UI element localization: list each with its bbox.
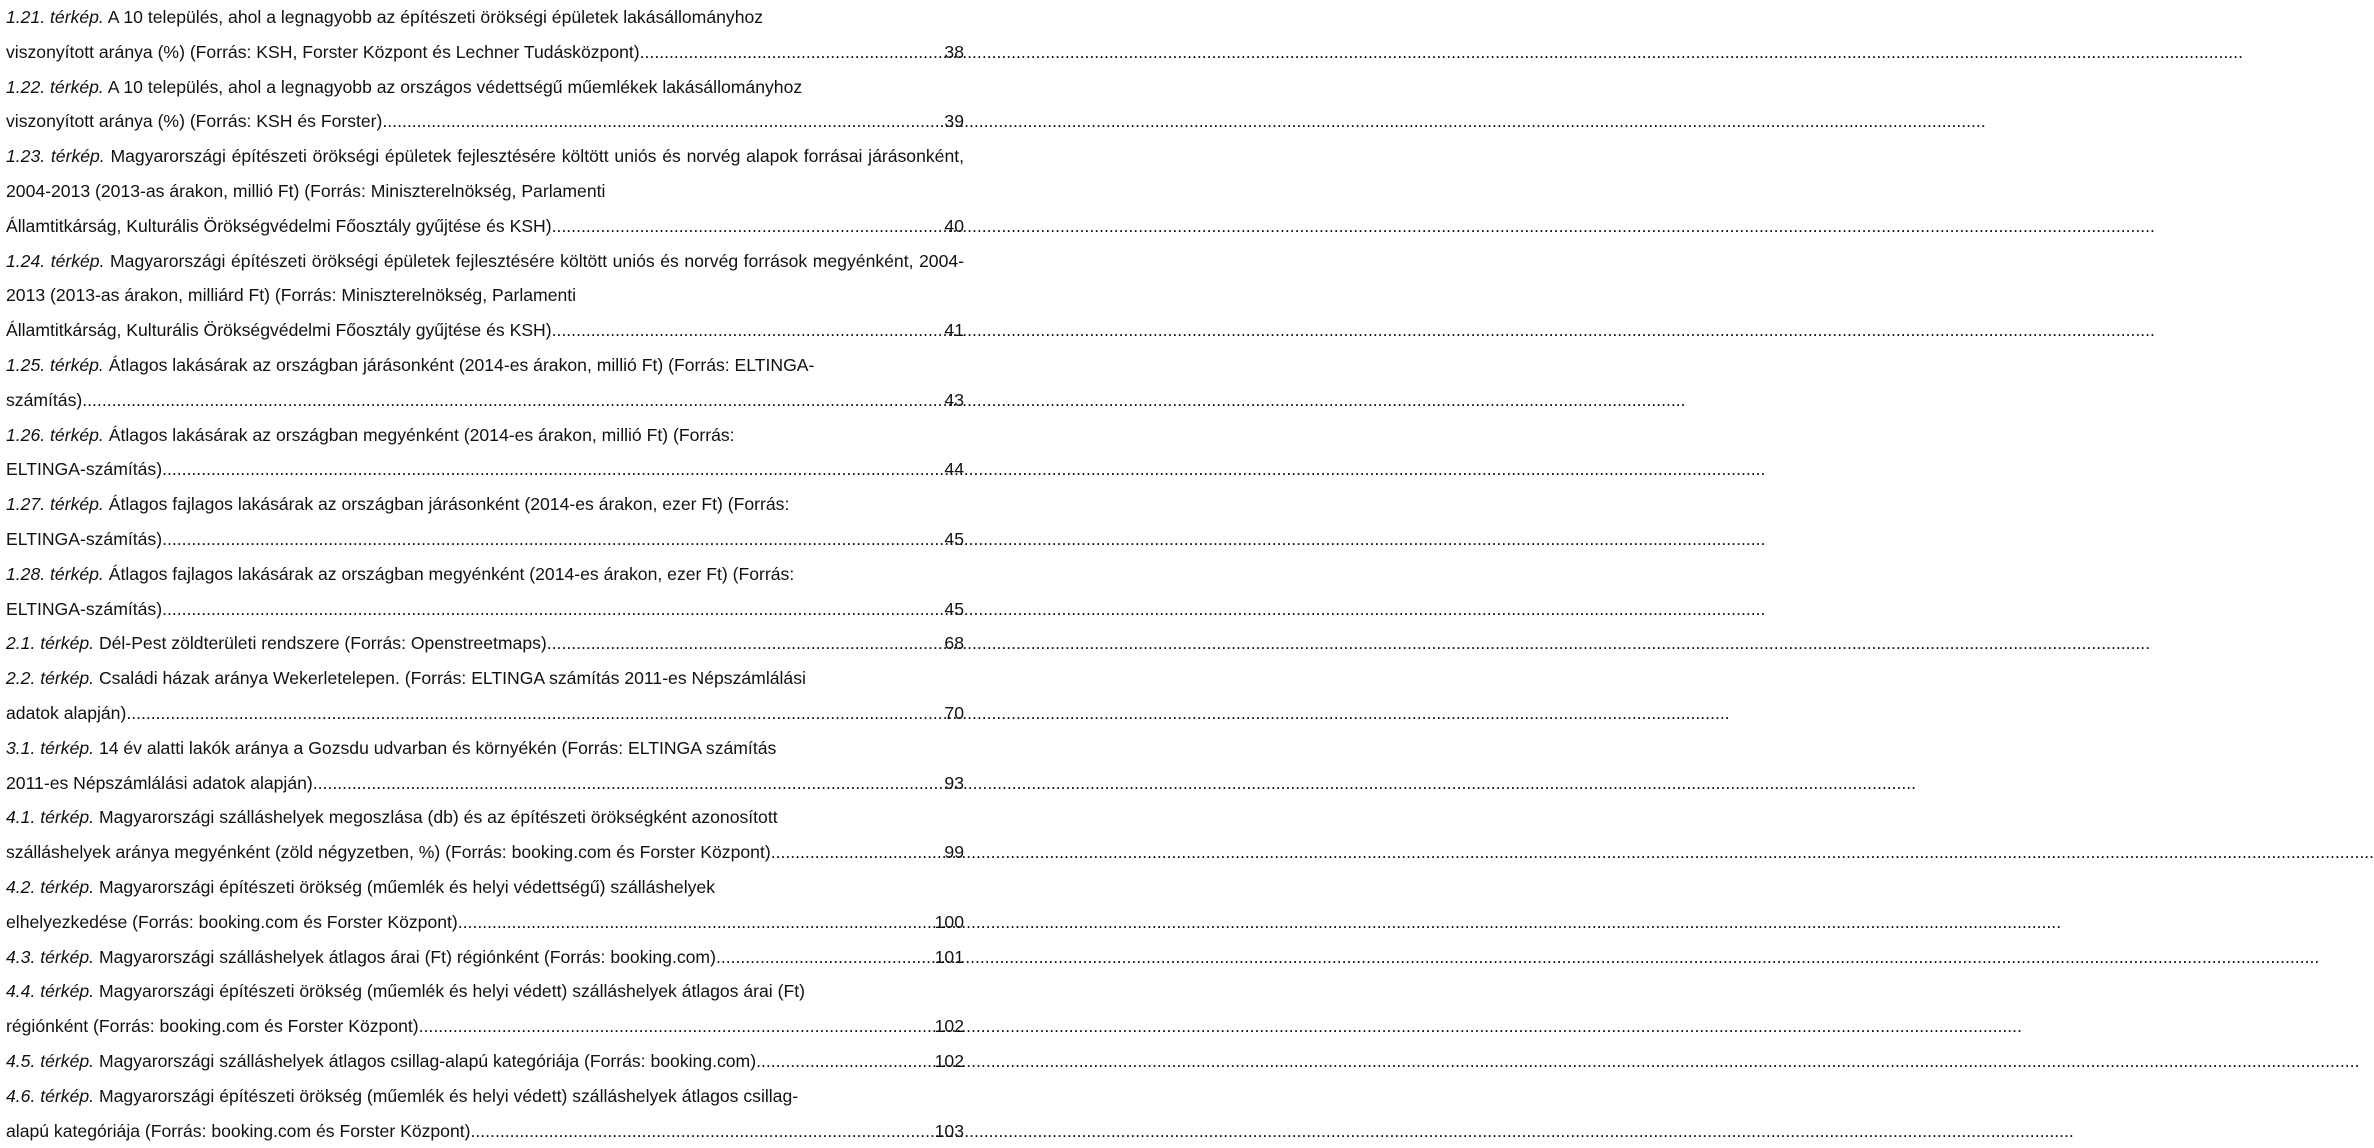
entry-title: A 10 település, ahol a legnagyobb az építészeti örökségi épületek lakásállományhoz xyxy=(108,7,763,27)
entry-number: 3.1. xyxy=(6,738,35,758)
entry-number: 4.5. xyxy=(6,1051,35,1071)
entry-title-start xyxy=(6,487,964,522)
toc-entry[interactable] xyxy=(6,139,964,243)
page-number: 44 xyxy=(941,452,964,487)
entry-number: 1.21. xyxy=(6,7,45,27)
entry-number: 1.27. xyxy=(6,494,45,514)
page-number: 45 xyxy=(941,592,964,627)
entry-kind: térkép. xyxy=(40,738,94,758)
dot-leader xyxy=(552,313,942,348)
entry-title-end: 2011-es Népszámlálási adatok alapján) xyxy=(6,766,313,801)
dot-leader xyxy=(471,1114,932,1148)
dot-leader xyxy=(716,940,932,975)
entry-kind: térkép. xyxy=(50,564,104,584)
page-number: 68 xyxy=(941,626,964,661)
entry-title-start xyxy=(6,661,964,696)
dot-leader xyxy=(313,766,942,801)
dot-leader xyxy=(771,835,942,870)
entry-kind: térkép. xyxy=(40,1086,94,1106)
entry-title: Átlagos lakásárak az országban megyénként (2014-es árakon, millió Ft) (Forrás: xyxy=(109,425,735,445)
entry-title-end: ELTINGA-számítás) xyxy=(6,592,162,627)
entry-title-end: ELTINGA-számítás) xyxy=(6,522,162,557)
entry-title-start xyxy=(6,731,964,766)
page-number: 99 xyxy=(941,835,964,870)
entry-kind: térkép. xyxy=(51,251,105,271)
toc-entry[interactable] xyxy=(6,244,964,348)
dot-leader xyxy=(162,522,941,557)
entry-title: Magyarországi építészeti örökség (műemlék és helyi védett) szálláshelyek átlagos árai (Ft) xyxy=(99,981,805,1001)
entry-title: Átlagos lakásárak az országban járásonként (2014-es árakon, millió Ft) (Forrás: ELTINGA- xyxy=(109,355,815,375)
toc-entry[interactable] xyxy=(6,557,964,627)
page-number: 70 xyxy=(941,696,964,731)
entry-number: 1.26. xyxy=(6,425,45,445)
dot-leader xyxy=(756,1044,932,1079)
entry-title-start xyxy=(6,348,964,383)
entry-title-start xyxy=(6,800,964,835)
entry-title-end: számítás) xyxy=(6,383,82,418)
entry-number: 1.24. xyxy=(6,251,45,271)
entry-title: Átlagos fajlagos lakásárak az országban megyénként (2014-es árakon, ezer Ft) (Forrás: xyxy=(109,564,795,584)
page-number: 39 xyxy=(941,104,964,139)
toc-entry[interactable] xyxy=(6,487,964,557)
entry-title-start xyxy=(6,557,964,592)
entry-number: 4.3. xyxy=(6,947,35,967)
toc-entry[interactable] xyxy=(6,940,964,975)
entry-title: 14 év alatti lakók aránya a Gozsdu udvarban és környékén (Forrás: ELTINGA számítás xyxy=(99,738,776,758)
toc-entry[interactable] xyxy=(6,626,964,661)
page-number: 38 xyxy=(941,35,964,70)
entry-number: 4.1. xyxy=(6,807,35,827)
entry-title-end: ELTINGA-számítás) xyxy=(6,452,162,487)
dot-leader xyxy=(162,452,941,487)
entry-title-end: Államtitkárság, Kulturális Örökségvédelmi Főosztály gyűjtése és KSH) xyxy=(6,313,552,348)
entry-number: 2.2. xyxy=(6,668,35,688)
entry-kind: térkép. xyxy=(40,668,94,688)
dot-leader xyxy=(162,592,941,627)
dot-leader xyxy=(547,626,942,661)
entry-kind: térkép. xyxy=(40,1051,94,1071)
entry-title: Magyarországi építészeti örökség (műemlék és helyi védett) szálláshelyek átlagos csillag- xyxy=(99,1086,798,1106)
entry-title: Magyarországi szálláshelyek megoszlása (db) és az építészeti örökségként azonosított xyxy=(99,807,778,827)
page-number: 40 xyxy=(941,209,964,244)
entry-title: A 10 település, ahol a legnagyobb az országos védettségű műemlékek lakásállományhoz xyxy=(108,77,802,97)
toc-entry[interactable] xyxy=(6,0,964,70)
toc-entry[interactable] xyxy=(6,1044,964,1079)
page-number: 93 xyxy=(941,766,964,801)
toc-entry[interactable] xyxy=(6,418,964,488)
toc-entry[interactable] xyxy=(6,1079,964,1148)
entry-number: 4.4. xyxy=(6,981,35,1001)
entry-number: 1.28. xyxy=(6,564,45,584)
entry-kind: térkép. xyxy=(40,877,94,897)
page-number: 101 xyxy=(932,940,964,975)
entry-title-end: adatok alapján) xyxy=(6,696,126,731)
table-of-maps xyxy=(6,0,964,1148)
entry-title-end: Államtitkárság, Kulturális Örökségvédelmi Főosztály gyűjtése és KSH) xyxy=(6,209,552,244)
entry-kind: térkép. xyxy=(50,7,104,27)
page-number: 103 xyxy=(932,1114,964,1148)
entry-kind: térkép. xyxy=(50,77,104,97)
entry-title-end: alapú kategóriája (Forrás: booking.com és Forster Központ) xyxy=(6,1114,471,1148)
entry-kind: térkép. xyxy=(40,981,94,1001)
entry-title-end: Dél-Pest zöldterületi rendszere (Forrás: Openstreetmaps) xyxy=(99,633,547,653)
entry-title-end: régiónként (Forrás: booking.com és Forster Központ) xyxy=(6,1009,419,1044)
page-number: 41 xyxy=(941,313,964,348)
entry-title-end: viszonyított aránya (%) (Forrás: KSH, Forster Központ és Lechner Tudásközpont) xyxy=(6,35,640,70)
entry-number: 1.25. xyxy=(6,355,45,375)
page-number: 43 xyxy=(941,383,964,418)
entry-number: 1.22. xyxy=(6,77,45,97)
entry-title: Családi házak aránya Wekerletelepen. (Forrás: ELTINGA számítás 2011-es Népszámlálási xyxy=(99,668,806,688)
dot-leader xyxy=(640,35,942,70)
dot-leader xyxy=(458,905,932,940)
toc-entry[interactable] xyxy=(6,661,964,731)
entry-title-start xyxy=(6,0,964,35)
entry-title-start xyxy=(6,1079,964,1114)
entry-title-start xyxy=(6,70,964,105)
dot-leader xyxy=(552,209,942,244)
dot-leader xyxy=(382,104,941,139)
entry-kind: térkép. xyxy=(51,146,105,166)
toc-entry[interactable] xyxy=(6,870,964,940)
toc-entry[interactable] xyxy=(6,731,964,801)
entry-number: 1.23. xyxy=(6,146,45,166)
entry-number: 4.6. xyxy=(6,1086,35,1106)
entry-title-start xyxy=(6,974,964,1009)
page-number: 102 xyxy=(932,1044,964,1079)
entry-kind: térkép. xyxy=(40,633,94,653)
entry-title: Magyarországi építészeti örökségi épületek fejlesztésére költött uniós és norvég források megyénként, 2004-2013 (2013-as árakon, milliárd Ft) (Forrás: Miniszterelnökség, Parlamenti xyxy=(6,251,964,306)
toc-entry[interactable] xyxy=(6,70,964,140)
entry-title-start xyxy=(6,870,964,905)
dot-leader xyxy=(419,1009,932,1044)
entry-title-start xyxy=(6,418,964,453)
entry-kind: térkép. xyxy=(40,947,94,967)
entry-number: 4.2. xyxy=(6,877,35,897)
entry-kind: térkép. xyxy=(50,494,104,514)
page-number: 45 xyxy=(941,522,964,557)
page-number: 102 xyxy=(932,1009,964,1044)
page-number: 100 xyxy=(932,905,964,940)
entry-title: Magyarországi építészeti örökségi épületek fejlesztésére költött uniós és norvég alapok forrásai járásonként, 2004-2013 (2013-as árakon, millió Ft) (Forrás: Miniszterelnökség, Parlamenti xyxy=(6,146,964,201)
entry-kind: térkép. xyxy=(40,807,94,827)
entry-title-end: viszonyított aránya (%) (Forrás: KSH és Forster) xyxy=(6,104,382,139)
entry-number: 2.1. xyxy=(6,633,35,653)
toc-entry[interactable] xyxy=(6,800,964,870)
dot-leader xyxy=(82,383,941,418)
entry-title-end: Magyarországi szálláshelyek átlagos árai (Ft) régiónként (Forrás: booking.com) xyxy=(99,947,716,967)
entry-kind: térkép. xyxy=(50,425,104,445)
entry-title-start xyxy=(6,139,964,209)
dot-leader xyxy=(126,696,941,731)
entry-title-end: Magyarországi szálláshelyek átlagos csillag-alapú kategóriája (Forrás: booking.com) xyxy=(99,1051,756,1071)
entry-title: Magyarországi építészeti örökség (műemlék és helyi védettségű) szálláshelyek xyxy=(99,877,715,897)
entry-title-start xyxy=(6,244,964,314)
entry-title-end: elhelyezkedése (Forrás: booking.com és Forster Központ) xyxy=(6,905,458,940)
entry-title: Átlagos fajlagos lakásárak az országban járásonként (2014-es árakon, ezer Ft) (Forrás: xyxy=(109,494,790,514)
toc-entry[interactable] xyxy=(6,348,964,418)
entry-kind: térkép. xyxy=(50,355,104,375)
toc-entry[interactable] xyxy=(6,974,964,1044)
entry-title-end: szálláshelyek aránya megyénként (zöld négyzetben, %) (Forrás: booking.com és Forster Központ) xyxy=(6,835,771,870)
